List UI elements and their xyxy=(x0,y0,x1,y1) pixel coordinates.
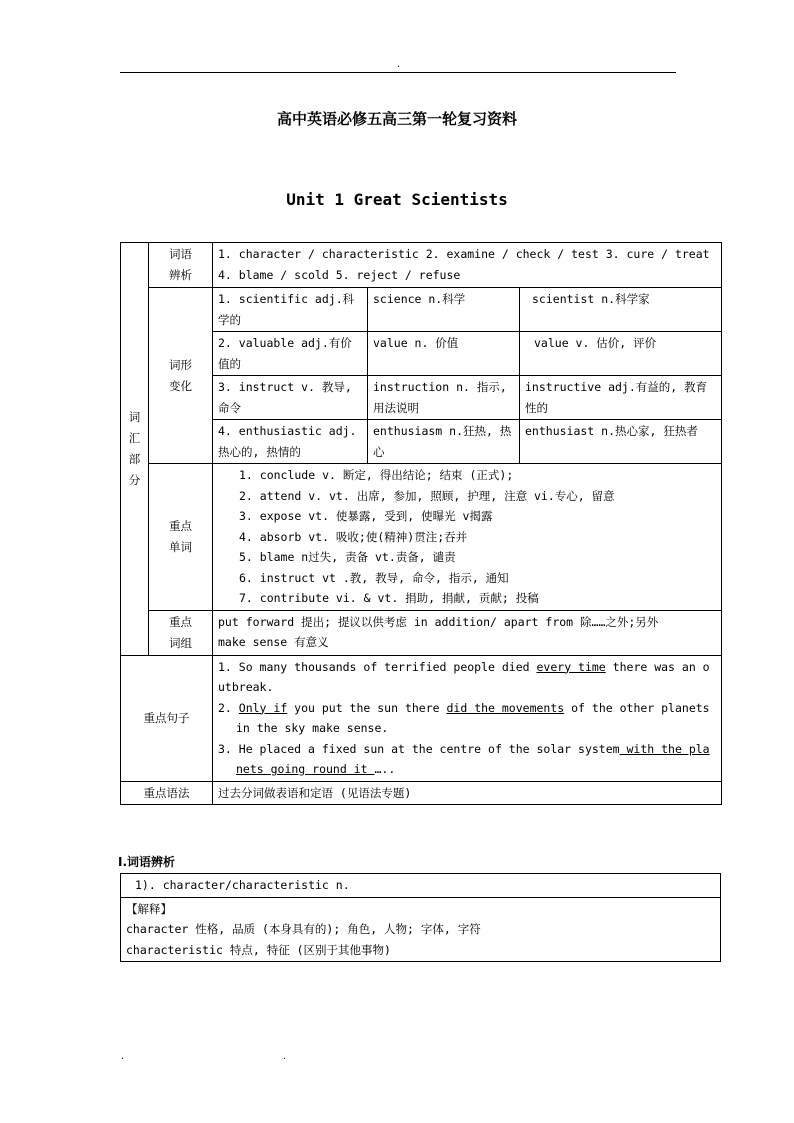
word-form-cell: 1. scientific adj.科学的 xyxy=(213,288,368,332)
word-forms-label: 词形变化 xyxy=(149,288,213,464)
word-form-cell: 4. enthusiastic adj. 热心的, 热情的 xyxy=(213,420,368,464)
analysis-box xyxy=(120,873,721,962)
word-analysis-label: 词语辨析 xyxy=(149,243,213,288)
sentence-2: 2. Only if you put the sun there did the movements of the other planets in the sky make sense. xyxy=(218,700,710,735)
explanation-tag: 【解释】 xyxy=(126,901,172,916)
document-title: 高中英语必修五高三第一轮复习资料 xyxy=(276,110,517,128)
word-analysis-row xyxy=(121,243,722,288)
key-word-item: 6. instruct vt .教, 教导, 命令, 指示, 通知 xyxy=(239,570,509,585)
vocab-section-label: 词汇部分 xyxy=(128,409,141,487)
vocab-section-cell xyxy=(121,243,149,656)
key-word-item: 4. absorb vt. 吸收;使(精神)贯注;吞并 xyxy=(239,529,468,544)
key-word-item: 7. contribute vi. & vt. 捐助, 捐献, 贡献; 投稿 xyxy=(239,591,539,605)
footer-dot: . xyxy=(282,1052,287,1061)
key-word-item: 5. blame n过失, 责备 vt.责备, 谴责 xyxy=(239,550,456,564)
key-phrases-label: 重点词组 xyxy=(149,610,213,655)
word-analysis-content: 1. character / characteristic 2. examine / check / test 3. cure / treat 4. blame / scold 5. reject / refuse xyxy=(213,243,722,288)
key-words-list xyxy=(225,465,716,609)
word-form-cell: instructive adj.有益的, 教育性的 xyxy=(520,376,722,420)
header-rule xyxy=(120,72,676,73)
word-form-cell: value v. 估价, 评价 xyxy=(520,332,722,376)
section-heading: I.词语辨析 xyxy=(118,855,176,869)
word-form-cell: scientist n.科学家 xyxy=(520,288,722,332)
analysis-box-body xyxy=(121,897,721,962)
unit-title: Unit 1 Great Scientists xyxy=(286,190,508,209)
word-form-cell: enthusiast n.热心家, 狂热者 xyxy=(520,420,722,464)
key-sentences-content xyxy=(213,655,722,781)
key-words-row xyxy=(121,464,722,611)
header-dot: . xyxy=(396,60,401,69)
word-form-cell: 3. instruct v. 教导, 命令 xyxy=(213,376,368,420)
key-sentences-row xyxy=(121,655,722,781)
word-form-cell: enthusiasm n.狂热, 热心 xyxy=(368,420,520,464)
word-form-row xyxy=(121,288,722,332)
explanation-line: characteristic 特点, 特征 (区别于其他事物) xyxy=(126,942,391,957)
key-word-item: 1. conclude v. 断定, 得出结论; 结束 (正式); xyxy=(239,468,514,482)
explanation-line: character 性格, 品质 (本身具有的); 角色, 人物; 字体, 字符 xyxy=(126,922,481,936)
vocabulary-table xyxy=(120,242,722,805)
key-word-item: 3. expose vt. 使暴露, 受到, 使曝光 v揭露 xyxy=(239,509,493,523)
key-words-label: 重点单词 xyxy=(149,464,213,611)
word-form-cell: 2. valuable adj.有价值的 xyxy=(213,332,368,376)
footer-dot: . xyxy=(120,1052,125,1061)
sentence-1: 1. So many thousands of terrified people died every time there was an outbreak. xyxy=(218,659,710,694)
key-words-content xyxy=(213,464,722,611)
word-form-cell: science n.科学 xyxy=(368,288,520,332)
sentence-3: 3. He placed a fixed sun at the centre of the solar system with the planets going round it ….. xyxy=(218,741,710,776)
key-grammar-content: 过去分词做表语和定语 (见语法专题) xyxy=(213,781,722,805)
key-sentences-label: 重点句子 xyxy=(121,655,213,781)
word-form-cell: instruction n. 指示, 用法说明 xyxy=(368,376,520,420)
key-grammar-row xyxy=(121,781,722,805)
analysis-box-head: 1). character/characteristic n. xyxy=(121,874,721,898)
key-word-item: 2. attend v. vt. 出席, 参加, 照顾, 护理, 注意 vi.专心, 留意 xyxy=(239,488,615,503)
word-form-cell: value n. 价值 xyxy=(368,332,520,376)
key-phrases-content: put forward 提出; 提议以供考虑 in addition/ apart from 除……之外;另外 make sense 有意义 xyxy=(213,610,722,655)
key-grammar-label: 重点语法 xyxy=(121,781,213,805)
key-phrases-row xyxy=(121,610,722,655)
